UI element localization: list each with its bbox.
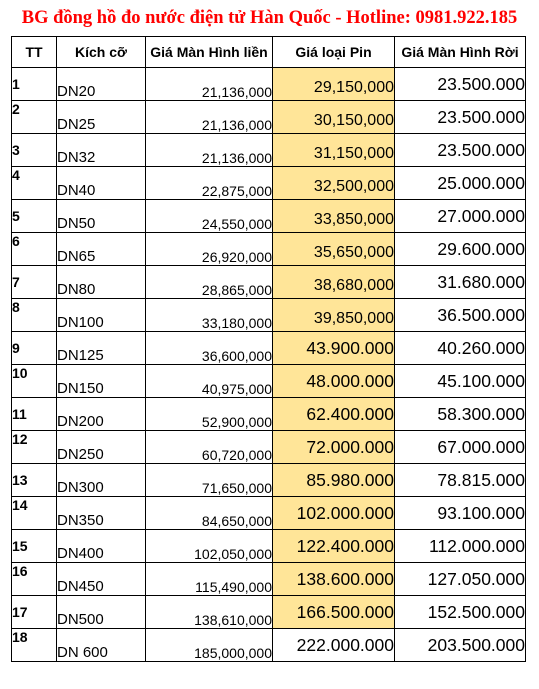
gia-man-hinh-lien-cell: 52,900,000 [146,398,273,431]
gia-man-hinh-lien-cell: 21,136,000 [146,134,273,167]
table-row [12,530,526,563]
gia-man-hinh-roi-cell: 78.815.000 [395,464,526,497]
gia-man-hinh-roi-cell: 45.100.000 [395,365,526,398]
table-row [12,167,526,200]
row-number: 1 [12,68,57,101]
table-row [12,299,526,332]
gia-man-hinh-lien-cell: 26,920,000 [146,233,273,266]
gia-man-hinh-lien-cell: 40,975,000 [146,365,273,398]
row-number: 16 [12,563,57,596]
gia-man-hinh-roi-cell: 27.000.000 [395,200,526,233]
gia-man-hinh-roi-cell: 36.500.000 [395,299,526,332]
row-number: 6 [12,233,57,266]
row-number: 14 [12,497,57,530]
gia-man-hinh-roi-cell: 23.500.000 [395,134,526,167]
table-row [12,629,526,662]
gia-man-hinh-lien-cell: 102,050,000 [146,530,273,563]
size-cell: DN400 [57,530,146,563]
row-number: 9 [12,332,57,365]
gia-loai-pin-cell: 138.600.000 [273,563,395,596]
table-row [12,365,526,398]
gia-man-hinh-lien-cell: 33,180,000 [146,299,273,332]
table-row [12,464,526,497]
gia-man-hinh-roi-cell: 40.260.000 [395,332,526,365]
row-number: 13 [12,464,57,497]
gia-man-hinh-roi-cell: 23.500.000 [395,101,526,134]
table-row [12,596,526,629]
gia-loai-pin-cell: 72.000.000 [273,431,395,464]
gia-loai-pin-cell: 48.000.000 [273,365,395,398]
table-row [12,398,526,431]
gia-loai-pin-cell: 43.900.000 [273,332,395,365]
table-row [12,431,526,464]
size-cell: DN500 [57,596,146,629]
row-number: 3 [12,134,57,167]
size-cell: DN40 [57,167,146,200]
gia-man-hinh-roi-cell: 203.500.000 [395,629,526,662]
gia-man-hinh-lien-cell: 36,600,000 [146,332,273,365]
gia-loai-pin-cell: 35,650,000 [273,233,395,266]
gia-man-hinh-lien-cell: 60,720,000 [146,431,273,464]
gia-loai-pin-cell: 102.000.000 [273,497,395,530]
gia-man-hinh-lien-cell: 84,650,000 [146,497,273,530]
page-title: BG đồng hồ đo nước điện tử Hàn Quốc - Hotline: 0981.922.185 [21,8,518,28]
gia-man-hinh-roi-cell: 152.500.000 [395,596,526,629]
gia-man-hinh-roi-cell: 127.050.000 [395,563,526,596]
table-row [12,200,526,233]
header-gia-loai-pin: Giá loại Pin [273,37,395,68]
gia-man-hinh-lien-cell: 22,875,000 [146,167,273,200]
gia-man-hinh-lien-cell: 185,000,000 [146,629,273,662]
gia-man-hinh-lien-cell: 28,865,000 [146,266,273,299]
header-tt: TT [12,37,57,68]
header-gia-man-hinh-roi: Giá Màn Hình Rời [395,37,526,68]
row-number: 8 [12,299,57,332]
row-number: 11 [12,398,57,431]
gia-man-hinh-lien-cell: 138,610,000 [146,596,273,629]
size-cell: DN65 [57,233,146,266]
size-cell: DN100 [57,299,146,332]
gia-man-hinh-roi-cell: 25.000.000 [395,167,526,200]
gia-man-hinh-lien-cell: 115,490,000 [146,563,273,596]
gia-man-hinh-roi-cell: 67.000.000 [395,431,526,464]
size-cell: DN80 [57,266,146,299]
table-row [12,233,526,266]
gia-loai-pin-cell: 166.500.000 [273,596,395,629]
table-row [12,497,526,530]
table-row [12,332,526,365]
gia-loai-pin-cell: 31,150,000 [273,134,395,167]
table-row [12,134,526,167]
gia-man-hinh-lien-cell: 21,136,000 [146,68,273,101]
gia-loai-pin-cell: 30,150,000 [273,101,395,134]
table-header-row [12,37,526,68]
gia-man-hinh-roi-cell: 58.300.000 [395,398,526,431]
row-number: 2 [12,101,57,134]
header-size: Kích cỡ [57,37,146,68]
size-cell: DN25 [57,101,146,134]
row-number: 17 [12,596,57,629]
gia-loai-pin-cell: 122.400.000 [273,530,395,563]
size-cell: DN20 [57,68,146,101]
gia-man-hinh-roi-cell: 112.000.000 [395,530,526,563]
size-cell: DN200 [57,398,146,431]
gia-man-hinh-lien-cell: 24,550,000 [146,200,273,233]
gia-man-hinh-roi-cell: 31.680.000 [395,266,526,299]
row-number: 12 [12,431,57,464]
gia-loai-pin-cell: 85.980.000 [273,464,395,497]
gia-man-hinh-roi-cell: 23.500.000 [395,68,526,101]
gia-man-hinh-lien-cell: 71,650,000 [146,464,273,497]
row-number: 4 [12,167,57,200]
row-number: 7 [12,266,57,299]
row-number: 5 [12,200,57,233]
size-cell: DN150 [57,365,146,398]
table-row [12,68,526,101]
gia-man-hinh-roi-cell: 93.100.000 [395,497,526,530]
size-cell: DN 600 [57,629,146,662]
gia-loai-pin-cell: 33,850,000 [273,200,395,233]
gia-loai-pin-cell: 29,150,000 [273,68,395,101]
size-cell: DN350 [57,497,146,530]
size-cell: DN32 [57,134,146,167]
gia-loai-pin-cell: 62.400.000 [273,398,395,431]
table-row [12,563,526,596]
gia-loai-pin-cell: 39,850,000 [273,299,395,332]
size-cell: DN50 [57,200,146,233]
gia-loai-pin-cell: 222.000.000 [273,629,395,662]
row-number: 10 [12,365,57,398]
size-cell: DN300 [57,464,146,497]
table-row [12,101,526,134]
header-gia-man-hinh-lien: Giá Màn Hình liền [146,37,273,68]
table-body [12,68,526,662]
size-cell: DN250 [57,431,146,464]
gia-loai-pin-cell: 38,680,000 [273,266,395,299]
row-number: 15 [12,530,57,563]
gia-man-hinh-roi-cell: 29.600.000 [395,233,526,266]
size-cell: DN125 [57,332,146,365]
table-row [12,266,526,299]
price-table [11,36,526,662]
row-number: 18 [12,629,57,662]
gia-man-hinh-lien-cell: 21,136,000 [146,101,273,134]
gia-loai-pin-cell: 32,500,000 [273,167,395,200]
size-cell: DN450 [57,563,146,596]
